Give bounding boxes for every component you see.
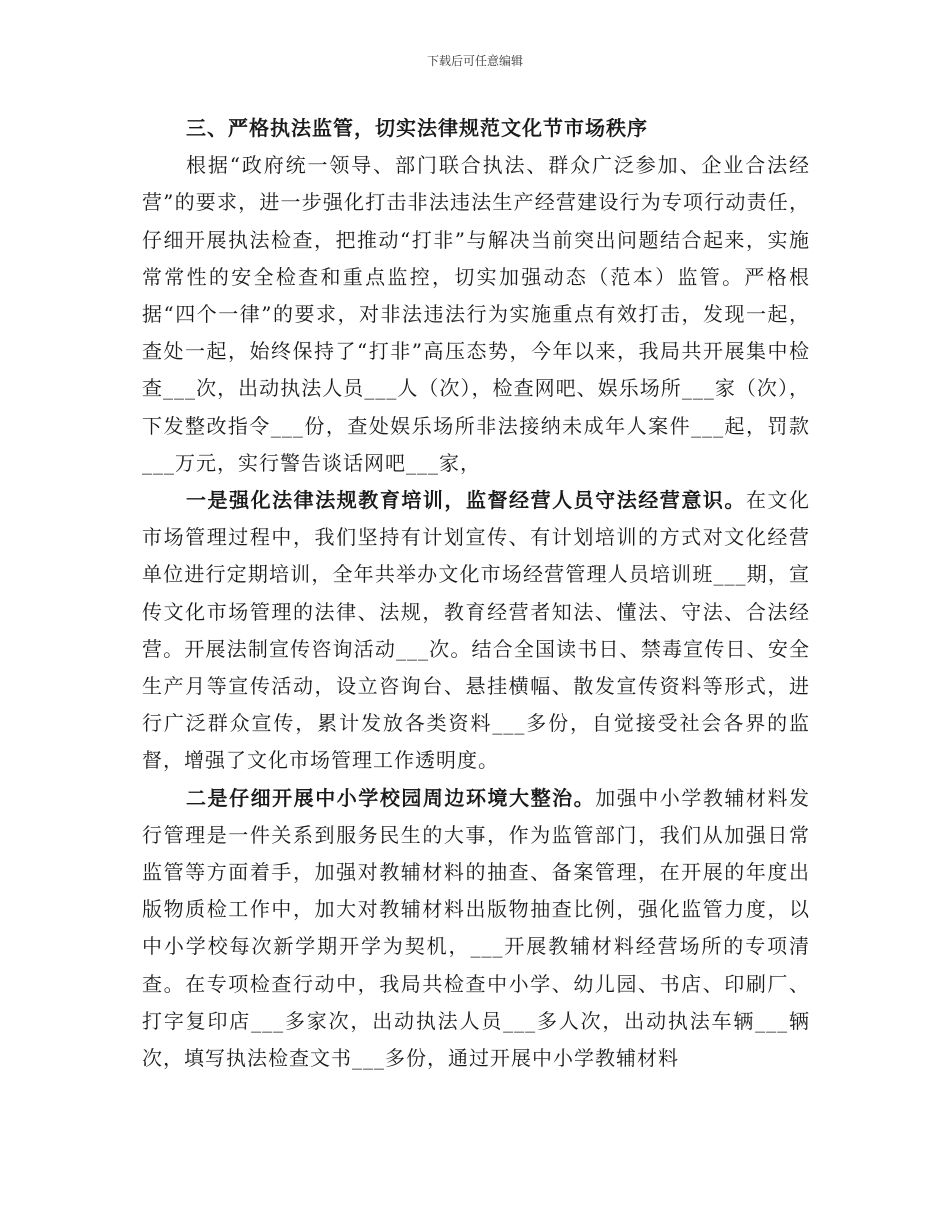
paragraph-3-lead: 二是仔细开展中小学校园周边环境大整治。 (186, 785, 596, 810)
section-heading: 三、严格执法监管，切实法律规范文化节市场秩序 (186, 116, 648, 140)
paragraph-1 (142, 147, 810, 482)
paragraph-2-lead: 一是强化法律法规教育培训，监督经营人员守法经营意识。 (186, 488, 746, 513)
document-body (142, 110, 810, 1077)
paragraph-2-text: 在文化市场管理过程中，我们坚持有计划宣传、有计划培训的方式对文化经营单位进行定期培训，全年共举办文化市场经营管理人员培训班___期，宣传文化市场管理的法律、法规，教育经营者知法、懂法、守法、合法经营。开展法制宣传咨询活动___次。结合全国读书日、禁毒宣传日、安全生产月等宣传活动，设立咨询台、悬挂横幅、散发宣传资料等形式，进行广泛群众宣传，累计发放各类资料___多份，自觉接受社会各界的监督，增强了文化市场管理工作透明度。 (142, 488, 811, 773)
paragraph-2 (142, 482, 810, 780)
paragraph-1-text: 根据“政府统一领导、部门联合执法、群众广泛参加、企业合法经营”的要求，进一步强化打击非法违法生产经营建设行为专项行动责任，仔细开展执法检查，把推动“打非”与解决当前突出问题结合起来，实施常常性的安全检查和重点监控，切实加强动态（范本）监管。严格根据“四个一律”的要求，对非法违法行为实施重点有效打击，发现一起，查处一起，始终保持了“打非”高压态势，今年以来，我局共开展集中检查___次，出动执法人员___人（次），检查网吧、娱乐场所___家（次），下发整改指令___份，查处娱乐场所非法接纳未成年人案件___起，罚款___万元，实行警告谈话网吧___家， (142, 153, 810, 475)
paragraph-3 (142, 780, 810, 1078)
header-note: 下载后可任意编辑 (426, 54, 523, 68)
paragraph-3-text: 加强中小学教辅材料发行管理是一件关系到服务民生的大事，作为监管部门，我们从加强日常监管等方面着手，加强对教辅材料的抽查、备案管理，在开展的年度出版物质检工作中，加大对教辅材料出版物抽查比例，强化监管力度，以中小学校每次新学期开学为契机，___开展教辅材料经营场所的专项清查。在专项检查行动中，我局共检查中小学、幼儿园、书店、印刷厂、打字复印店___多家次，出动执法人员___多人次，出动执法车辆___辆次，填写执法检查文书___多份，通过开展中小学教辅材料 (142, 785, 811, 1071)
